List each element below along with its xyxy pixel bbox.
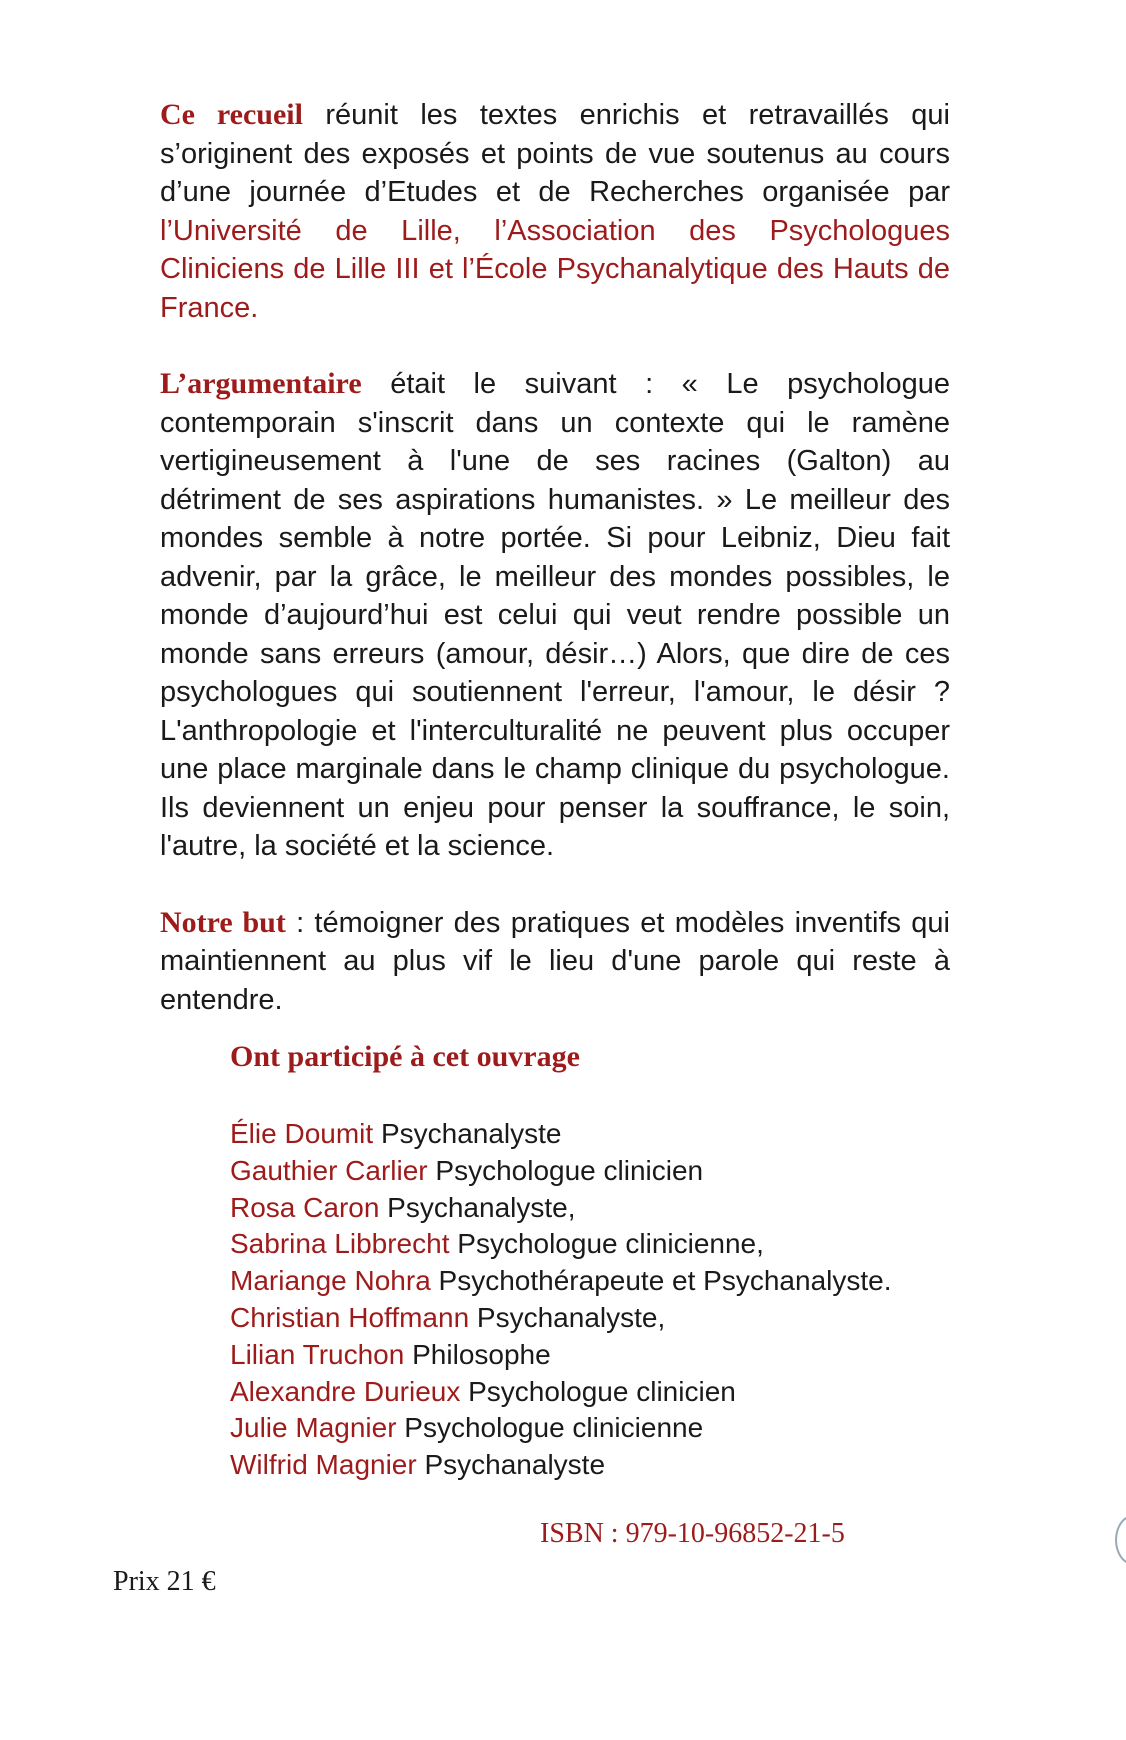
intro-organizers: l’Université de Lille, l’Association des Psychologues Cliniciens de Lille III et l’École Psychanalytique des Hauts de France. <box>160 214 950 324</box>
contributors-heading: Ont participé à cet ouvrage <box>230 1040 580 1073</box>
contributor-role: Psychologue clinicienne <box>396 1412 704 1444</box>
contributor-role: Psychologue clinicienne, <box>449 1228 764 1260</box>
argument-paragraph <box>160 365 950 866</box>
contributor-item <box>230 1374 950 1411</box>
contributor-item <box>230 1263 950 1300</box>
contributor-name: Rosa Caron <box>230 1191 380 1223</box>
contributor-item <box>230 1116 950 1153</box>
contributor-name: Wilfrid Magnier <box>230 1449 417 1481</box>
contributor-item <box>230 1190 950 1227</box>
contributor-role: Psychanalyste, <box>469 1301 666 1333</box>
contributor-item <box>230 1226 950 1263</box>
contributor-name: Mariange Nohra <box>230 1265 431 1297</box>
intro-text: réunit les textes enrichis et retravaillés qui s’originent des exposés et points de vue soutenus au cours d’une journée d’Etudes et de Recherches organisée par <box>160 99 950 208</box>
contributors-list <box>230 1116 950 1484</box>
contributor-name: Julie Magnier <box>230 1412 397 1444</box>
contributor-role: Psychologue clinicien <box>427 1154 704 1186</box>
contributor-name: Lilian Truchon <box>230 1338 405 1370</box>
argument-lead: L’argumentaire <box>160 367 362 400</box>
contributor-name: Christian Hoffmann <box>230 1301 470 1333</box>
contributor-role: Psychanalyste <box>373 1118 562 1149</box>
argument-text: était le suivant : « Le psychologue contemporain s'inscrit dans un contexte qui le ramène vertigineusement à l'une de ses racines (Galton) au détriment de ses aspirations humanistes. » Le meilleur des mondes semble à notre portée. Si pour Leibniz, Dieu fait advenir, par la grâce, le meilleur des mondes possibles, le monde d’aujourd’hui est celui qui veut rendre possible un monde sans erreurs (amour, désir…) Alors, que dire de ces psychologues qui soutiennent l'erreur, l'amour, le désir ? L'anthropologie et l'interculturalité ne peuvent plus occuper une place marginale dans le champ clinique du psychologue. Ils deviennent un enjeu pour penser la souffrance, le soin, l'autre, la société et la science. <box>160 368 950 862</box>
intro-lead: Ce recueil <box>160 98 303 131</box>
goal-paragraph <box>160 904 950 1020</box>
contributor-item <box>230 1337 950 1374</box>
contributor-role: Psychothérapeute et Psychanalyste. <box>430 1265 892 1297</box>
contributor-name: Gauthier Carlier <box>230 1154 428 1186</box>
goal-text: : témoigner des pratiques et modèles inventifs qui maintiennent au plus vif le lieu d'une parole qui reste à entendre. <box>160 906 950 1016</box>
contributor-name: Alexandre Durieux <box>230 1375 461 1407</box>
contributors-section <box>230 1040 950 1484</box>
contributor-name: Élie Doumit <box>230 1118 374 1149</box>
contributor-item <box>230 1410 950 1447</box>
goal-lead: Notre but <box>160 905 286 939</box>
contributor-item <box>230 1153 950 1190</box>
contributor-role: Philosophe <box>404 1338 551 1370</box>
contributor-role: Psychanalyste <box>416 1449 606 1481</box>
scroll-edge-control[interactable] <box>1115 1515 1126 1565</box>
isbn: ISBN : 979-10-96852-21-5 <box>540 1518 845 1549</box>
contributor-item <box>230 1447 950 1484</box>
blurb <box>160 96 950 1019</box>
contributor-role: Psychologue clinicien <box>460 1375 736 1407</box>
contributor-name: Sabrina Libbrecht <box>230 1228 450 1260</box>
contributor-role: Psychanalyste, <box>379 1191 576 1223</box>
price: Prix 21 € <box>113 1566 216 1597</box>
contributor-item <box>230 1300 950 1337</box>
intro-paragraph <box>160 96 950 327</box>
